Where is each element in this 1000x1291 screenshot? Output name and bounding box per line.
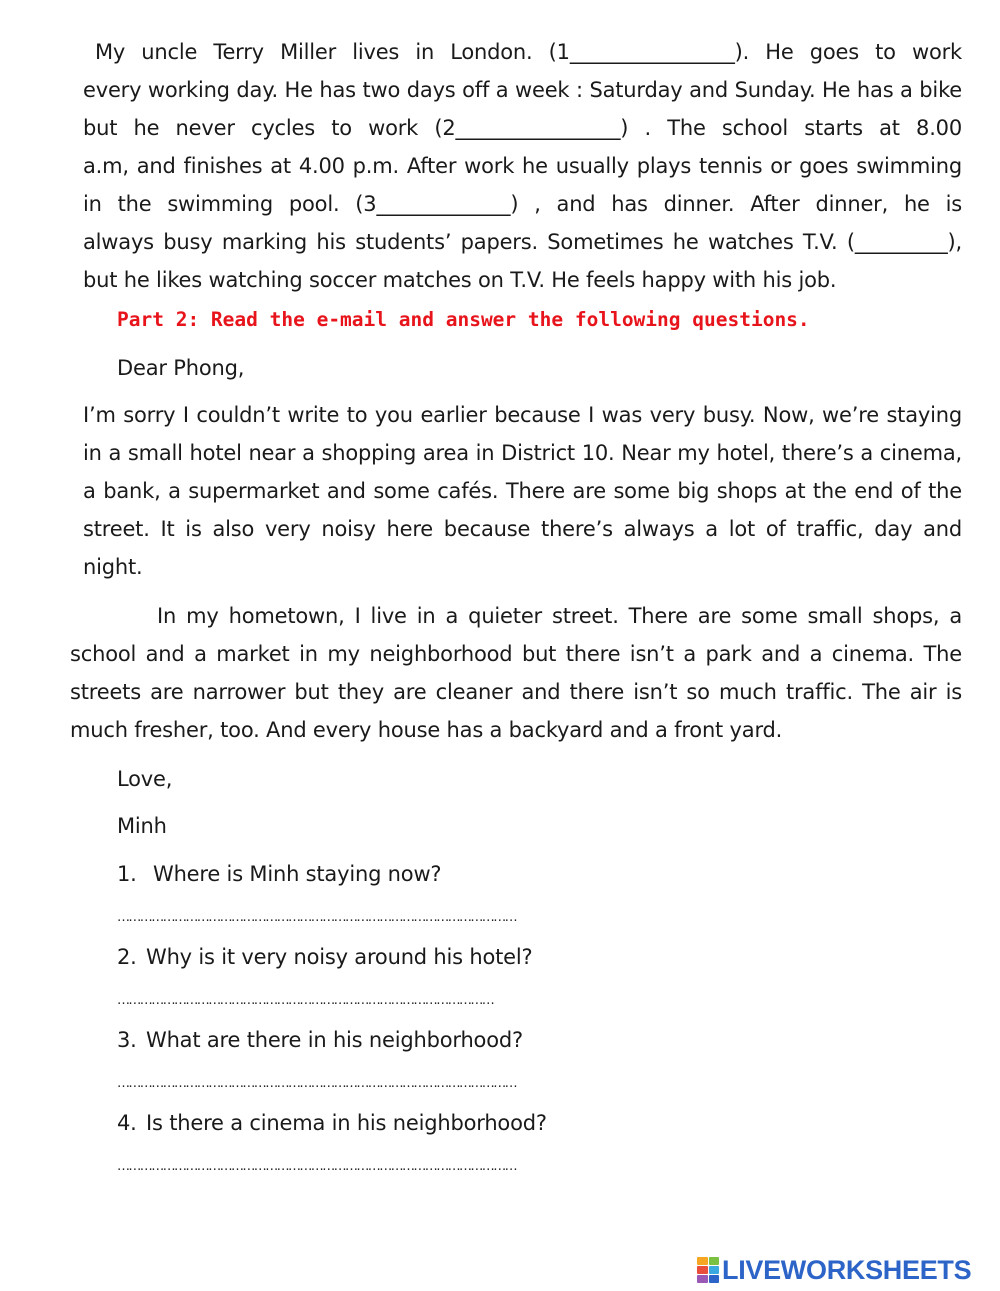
passage-1-line: but he never cycles to work (2________________) . The school starts at 8.00 (83, 116, 962, 140)
question-number: 3. (117, 1028, 137, 1052)
email-greeting: Dear Phong, (117, 356, 245, 380)
question-text: Why is it very noisy around his hotel? (146, 945, 533, 969)
question-number: 4. (117, 1111, 137, 1135)
logo-mark-icon (697, 1257, 719, 1284)
email-line: in a small hotel near a shopping area in District 10. Near my hotel, there’s a cinema, (83, 441, 962, 465)
passage-1-line: a.m, and finishes at 4.00 p.m. After work he usually plays tennis or goes swimming (83, 154, 962, 178)
passage-1-line: My uncle Terry Miller lives in London. (1________________). He goes to work (95, 40, 962, 64)
passage-1-line: in the swimming pool. (3_____________) , and has dinner. After dinner, he is (83, 192, 962, 216)
answer-line[interactable]: …………………………………………………………………………………………… (117, 910, 517, 925)
question-number: 2. (117, 945, 137, 969)
question-number: 1. (117, 862, 137, 886)
part-2-heading: Part 2: Read the e-mail and answer the following questions. (117, 308, 810, 331)
passage-1-line: always busy marking his students’ papers. Sometimes he watches T.V. (_________), (83, 230, 962, 254)
email-line: I’m sorry I couldn’t write to you earlier because I was very busy. Now, we’re staying (83, 403, 962, 427)
question-text: Is there a cinema in his neighborhood? (146, 1111, 547, 1135)
answer-line[interactable]: ……………………………………………………………………………………… (117, 993, 494, 1008)
email-signature: Minh (117, 814, 167, 838)
email-line: streets are narrower but they are cleaner and there isn’t so much traffic. The air is (70, 680, 962, 704)
passage-1-line: but he likes watching soccer matches on T.V. He feels happy with his job. (83, 268, 837, 292)
email-closing: Love, (117, 767, 173, 791)
email-line: night. (83, 555, 143, 579)
email-line: school and a market in my neighborhood but there isn’t a park and a cinema. The (70, 642, 962, 666)
email-line: a bank, a supermarket and some cafés. There are some big shops at the end of the (83, 479, 962, 503)
passage-1-line: every working day. He has two days off a week : Saturday and Sunday. He has a bike (83, 78, 962, 102)
answer-line[interactable]: …………………………………………………………………………………………… (117, 1076, 517, 1091)
answer-line[interactable]: …………………………………………………………………………………………… (117, 1159, 517, 1174)
email-line: much fresher, too. And every house has a backyard and a front yard. (70, 718, 783, 742)
question-text: What are there in his neighborhood? (146, 1028, 523, 1052)
logo-text: LIVEWORKSHEETS (722, 1255, 972, 1285)
email-line: street. It is also very noisy here because there’s always a lot of traffic, day and (83, 517, 962, 541)
liveworksheets-logo (697, 1255, 971, 1285)
question-text: Where is Minh staying now? (153, 862, 442, 886)
email-line: In my hometown, I live in a quieter street. There are some small shops, a (157, 604, 962, 628)
